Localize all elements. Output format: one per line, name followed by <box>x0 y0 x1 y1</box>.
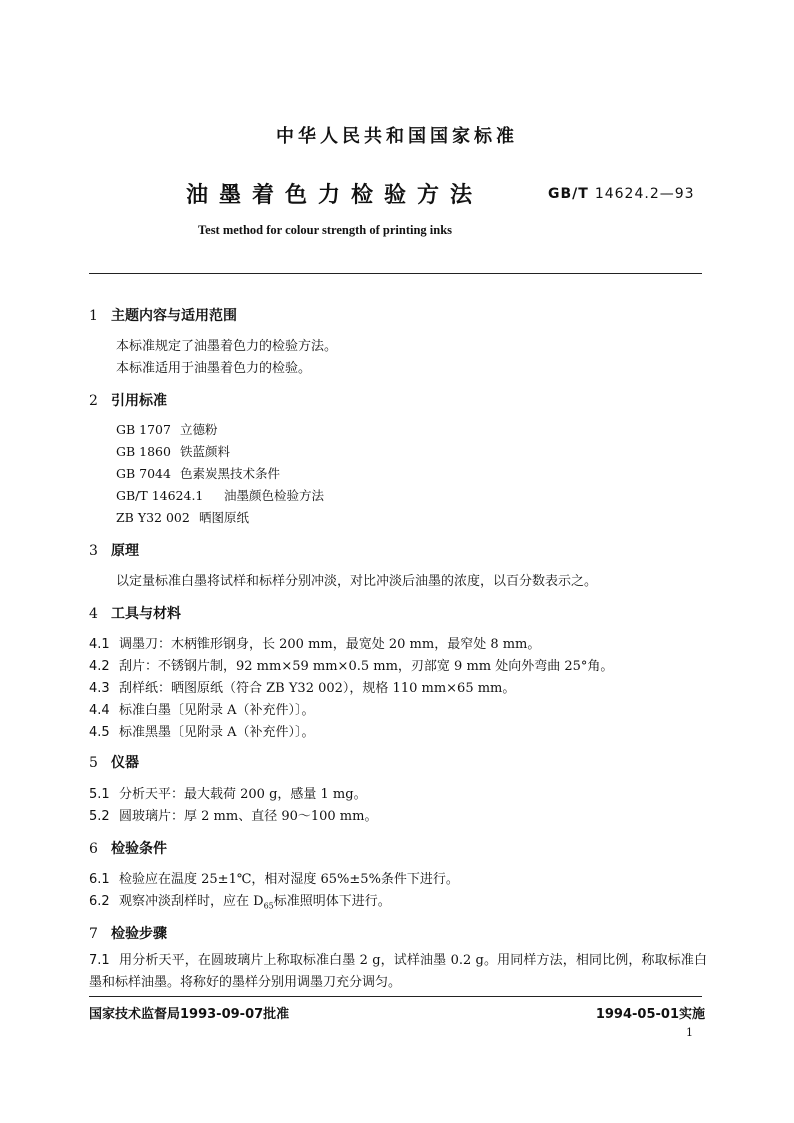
clause-number: 4.5 <box>89 725 110 740</box>
section-5-heading <box>89 752 139 772</box>
illuminant-subscript: 65 <box>263 901 274 911</box>
document-title: 油墨着色力检验方法 <box>186 182 484 208</box>
clause-text: 用分析天平，在圆玻璃片上称取标准白墨 2 g，试样油墨 0.2 g。用同样方法，相同比例，称取标准白墨和标样油墨。将称好的墨样分别用调墨刀充分调匀。 <box>89 953 707 990</box>
effective-date: 1994-05-01实施 <box>595 1007 705 1022</box>
clause-text: 刮样纸：晒图原纸（符合 ZB Y32 002），规格 110 mm×65 mm。 <box>119 681 516 696</box>
section-6-number: 6 <box>89 841 98 857</box>
standard-code: 14624.2—93 <box>594 186 695 202</box>
standard-number <box>548 186 695 202</box>
page-number: 1 <box>686 1026 693 1039</box>
header-divider <box>89 273 702 274</box>
clause-number: 4.1 <box>89 637 110 652</box>
clause-4-5 <box>89 721 315 740</box>
reference-name: 立德粉 <box>180 422 218 437</box>
section-3-number: 3 <box>89 543 98 559</box>
section-1-para-1: 本标准规定了油墨着色力的检验方法。 <box>116 339 338 354</box>
reference-name: 晒图原纸 <box>199 510 250 525</box>
section-4-number: 4 <box>89 606 98 622</box>
clause-4-4 <box>89 699 315 718</box>
clause-text: 标准黑墨〔见附录 A（补充件）〕。 <box>119 725 315 740</box>
reference-item <box>116 464 280 482</box>
section-3-title: 原理 <box>111 543 139 559</box>
reference-code: GB 1860 <box>116 444 171 459</box>
section-5-title: 仪器 <box>111 755 139 771</box>
clause-5-2 <box>89 805 377 824</box>
section-5-number: 5 <box>89 755 98 771</box>
section-7-number: 7 <box>89 926 98 942</box>
clause-text: 分析天平：最大载荷 200 g，感量 1 mg。 <box>119 787 367 802</box>
document-header: 中华人民共和国国家标准 <box>276 126 518 147</box>
reference-item <box>116 508 249 526</box>
clause-6-1 <box>89 868 459 887</box>
clause-number: 4.4 <box>89 703 110 718</box>
clause-text: 刮片：不锈钢片制，92 mm×59 mm×0.5 mm，刃部宽 9 mm 处向外弯曲 25°角。 <box>119 659 614 674</box>
english-title: Test method for colour strength of printing inks <box>197 223 453 237</box>
clause-number: 7.1 <box>89 953 110 968</box>
clause-4-3 <box>89 677 515 696</box>
section-1-title: 主题内容与适用范围 <box>111 308 237 324</box>
section-4-title: 工具与材料 <box>111 606 181 622</box>
reference-code: GB 7044 <box>116 466 171 481</box>
reference-code: GB 1707 <box>116 422 171 437</box>
footer-divider <box>89 996 702 997</box>
section-1-heading <box>89 305 237 325</box>
reference-name: 铁蓝颜料 <box>180 444 231 459</box>
clause-text: 标准照明体下进行。 <box>273 894 391 909</box>
section-7-heading <box>89 923 167 943</box>
clause-text: 观察冲淡刮样时，应在 D <box>119 894 264 909</box>
standard-prefix: GB/T <box>548 186 589 202</box>
clause-text: 检验应在温度 25±1℃，相对湿度 65%±5%条件下进行。 <box>119 872 459 887</box>
section-3-para-1: 以定量标准白墨将试样和标样分别冲淡，对比冲淡后油墨的浓度，以百分数表示之。 <box>116 574 598 589</box>
reference-item <box>116 442 230 460</box>
clause-number: 6.2 <box>89 894 110 909</box>
reference-name: 油墨颜色检验方法 <box>224 488 325 503</box>
clause-6-2 <box>89 890 391 911</box>
clause-4-2 <box>89 655 613 674</box>
section-3-heading <box>89 540 139 560</box>
clause-number: 4.3 <box>89 681 110 696</box>
section-2-number: 2 <box>89 393 98 409</box>
section-2-title: 引用标准 <box>111 393 167 409</box>
section-2-heading <box>89 390 167 410</box>
section-6-title: 检验条件 <box>111 841 167 857</box>
clause-7-1 <box>89 950 707 994</box>
issue-date: 国家技术监督局1993-09-07批准 <box>89 1007 290 1022</box>
clause-text: 调墨刀：木柄锥形钢身，长 200 mm，最宽处 20 mm，最窄处 8 mm。 <box>119 637 541 652</box>
reference-name: 色素炭黑技术条件 <box>180 466 281 481</box>
reference-item <box>116 420 218 438</box>
clause-text: 圆玻璃片：厚 2 mm、直径 90～100 mm。 <box>119 809 378 824</box>
section-4-heading <box>89 603 181 623</box>
section-1-para-2: 本标准适用于油墨着色力的检验。 <box>116 361 312 376</box>
clause-text: 标准白墨〔见附录 A（补充件）〕。 <box>119 703 315 718</box>
reference-code: ZB Y32 002 <box>116 510 190 525</box>
section-7-title: 检验步骤 <box>111 926 167 942</box>
reference-item <box>116 486 324 504</box>
clause-4-1 <box>89 633 540 652</box>
reference-code: GB/T 14624.1 <box>116 488 204 503</box>
clause-5-1 <box>89 783 367 802</box>
clause-number: 5.2 <box>89 809 110 824</box>
section-6-heading <box>89 838 167 858</box>
clause-number: 5.1 <box>89 787 110 802</box>
clause-number: 4.2 <box>89 659 110 674</box>
clause-number: 6.1 <box>89 872 110 887</box>
section-1-number: 1 <box>89 308 98 324</box>
